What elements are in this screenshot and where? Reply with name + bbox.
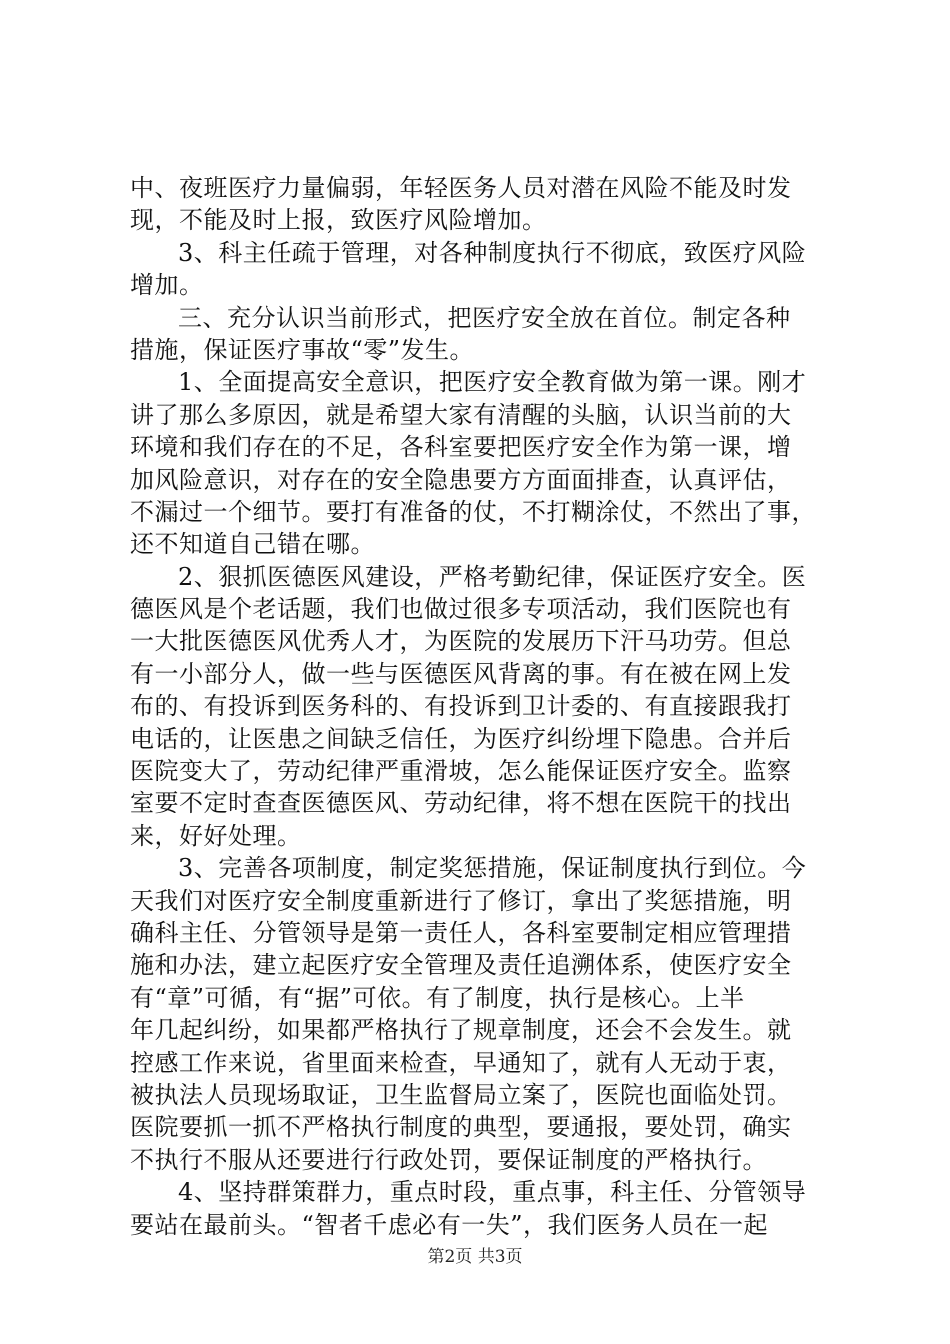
text-line: 讲了那么多原因，就是希望大家有清醒的头脑，认识当前的大 — [130, 400, 792, 429]
text-line: 2、狠抓医德医风建设，严格考勤纪律，保证医疗安全。医 — [178, 562, 807, 591]
page-footer — [0, 1247, 950, 1267]
document-body — [130, 172, 830, 1241]
text-line: 1、全面提高安全意识，把医疗安全教育做为第一课。刚才 — [178, 368, 807, 397]
text-line: 来，好好处理。 — [130, 821, 302, 850]
text-line: 4、坚持群策群力，重点时段，重点事，科主任、分管领导 — [178, 1178, 807, 1207]
page-number: 第2页 共3页 — [427, 1247, 523, 1267]
text-line: 施和办法，建立起医疗安全管理及责任追溯体系，使医疗安全 — [130, 951, 792, 980]
text-line: 现，不能及时上报，致医疗风险增加。 — [130, 206, 547, 235]
section-heading-line: 措施，保证医疗事故“零”发生。 — [130, 335, 475, 364]
text-line: 有一小部分人，做一些与医德医风背离的事。有在被在网上发 — [130, 659, 792, 688]
text-line: 增加。 — [130, 271, 204, 300]
text-line: 被执法人员现场取证，卫生监督局立案了，医院也面临处罚。 — [130, 1080, 792, 1109]
text-line: 确科主任、分管领导是第一责任人，各科室要制定相应管理措 — [130, 918, 792, 947]
text-line: 天我们对医疗安全制度重新进行了修订，拿出了奖惩措施，明 — [130, 886, 792, 915]
text-line: 3、完善各项制度，制定奖惩措施，保证制度执行到位。今 — [178, 854, 807, 883]
text-line: 电话的，让医患之间缺乏信任，为医疗纠纷埋下隐患。合并后 — [130, 724, 792, 753]
section-heading-line: 三、充分认识当前形式，把医疗安全放在首位。制定各种 — [178, 303, 791, 332]
text-line: 还不知道自己错在哪。 — [130, 530, 375, 559]
text-line: 加风险意识，对存在的安全隐患要方方面面排查，认真评估， — [130, 465, 792, 494]
text-line: 医院要抓一抓不严格执行制度的典型，要通报，要处罚，确实 — [130, 1113, 792, 1142]
text-line: 一大批医德医风优秀人才，为医院的发展历下汗马功劳。但总 — [130, 627, 792, 656]
text-line: 不执行不服从还要进行行政处罚，要保证制度的严格执行。 — [130, 1145, 767, 1174]
text-line: 有“章”可循，有“据”可依。有了制度，执行是核心。上半 — [130, 983, 745, 1012]
text-line: 年几起纠纷，如果都严格执行了规章制度，还会不会发生。就 — [130, 1016, 792, 1045]
text-line: 不漏过一个细节。要打有准备的仗，不打糊涂仗，不然出了事， — [130, 497, 816, 526]
text-line: 德医风是个老话题，我们也做过很多专项活动，我们医院也有 — [130, 595, 792, 624]
text-line: 环境和我们存在的不足，各科室要把医疗安全作为第一课，增 — [130, 433, 792, 462]
text-line: 医院变大了，劳动纪律严重滑坡，怎么能保证医疗安全。监察 — [130, 757, 792, 786]
text-line: 中、夜班医疗力量偏弱，年轻医务人员对潜在风险不能及时发 — [130, 174, 792, 202]
text-line: 室要不定时查查医德医风、劳动纪律，将不想在医院干的找出 — [130, 789, 792, 818]
text-line: 控感工作来说，省里面来检查，早通知了，就有人无动于衷， — [130, 1048, 792, 1077]
text-line: 3、科主任疏于管理，对各种制度执行不彻底，致医疗风险 — [178, 238, 807, 267]
text-line: 要站在最前头。“智者千虑必有一失”，我们医务人员在一起 — [130, 1210, 769, 1239]
text-line: 布的、有投诉到医务科的、有投诉到卫计委的、有直接跟我打 — [130, 692, 792, 721]
